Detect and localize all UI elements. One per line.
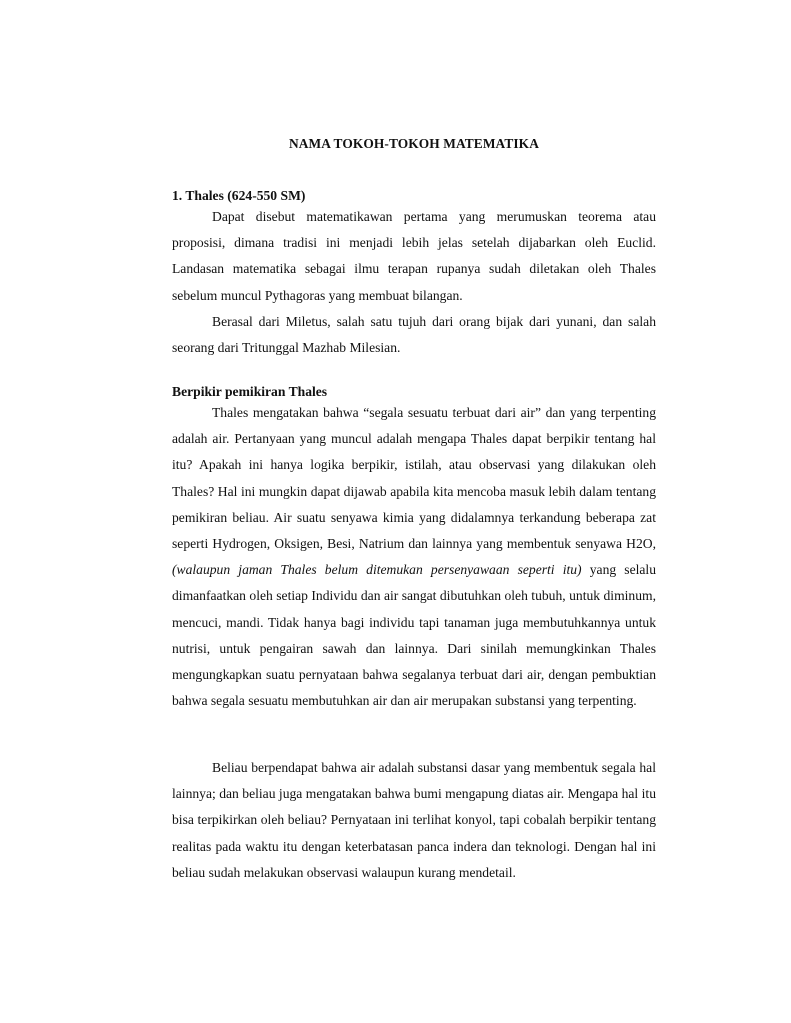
paragraph-thales-origin: Berasal dari Miletus, salah satu tujuh dari orang bijak dari yunani, dan salah seorang dari Tritunggal Mazhab Milesian. bbox=[172, 314, 656, 356]
section-heading-thales: 1. Thales (624-550 SM) bbox=[172, 188, 306, 203]
paragraph-thales-earth: Beliau berpendapat bahwa air adalah substansi dasar yang membentuk segala hal lainnya; dan beliau juga mengatakan bahwa bumi mengapung diatas air. Mengapa hal itu bisa terpikirkan oleh beliau? Pernyataan ini terlihat konyol, tapi cobalah berpikir tentang realitas pada waktu itu dengan keterbatasan panca indera dan teknologi. Dengan hal ini beliau sudah melakukan observasi walaupun kurang mendetail. bbox=[172, 760, 656, 880]
section-heading-thales-thought: Berpikir pemikiran Thales bbox=[172, 384, 328, 399]
paragraph-thales-intro: Dapat disebut matematikawan pertama yang merumuskan teorema atau proposisi, dimana tradisi ini menjadi lebih jelas setelah dijabarkan oleh Euclid. Landasan matematika sebagai ilmu terapan rupanya sudah diletakan oleh Thales sebelum muncul Pythagoras yang membuat bilangan. bbox=[172, 209, 656, 303]
paragraph-thales-water-part2: yang selalu dimanfaatkan oleh setiap Individu dan air sangat dibutuhkan oleh tubuh, untuk diminum, mencuci, mandi. Tidak hanya bagi individu tapi tanaman juga membutuhkannya untuk nutrisi, untuk pengairan sawah dan lainnya. Dari sinilah memungkinkan Thales mengungkapkan suatu pernyataan bahwa segalanya terbuat dari air, dengan pembuktian bahwa segala sesuatu membutuhkan air dan air merupakan substansi yang terpenting. bbox=[172, 562, 657, 709]
page-title: NAMA TOKOH-TOKOH MATEMATIKA bbox=[289, 136, 539, 151]
paragraph-thales-water-italic: (walaupun jaman Thales belum ditemukan persenyawaan seperti itu) bbox=[172, 562, 582, 578]
paragraph-thales-water-part1: Thales mengatakan bahwa “segala sesuatu terbuat dari air” dan yang terpenting adalah air. Pertanyaan yang muncul adalah mengapa Thales dapat berpikir tentang hal itu? Apakah ini hanya logika berpikir, istilah, atau observasi yang dilakukan oleh Thales? Hal ini mungkin dapat dijawab apabila kita mencoba masuk lebih dalam tentang pemikiran beliau. Air suatu senyawa kimia yang didalamnya terkandung beberapa zat seperti Hydrogen, Oksigen, Besi, Natrium dan lainnya yang membentuk senyawa H2O, bbox=[172, 405, 656, 552]
paragraph-thales-water bbox=[172, 400, 656, 714]
